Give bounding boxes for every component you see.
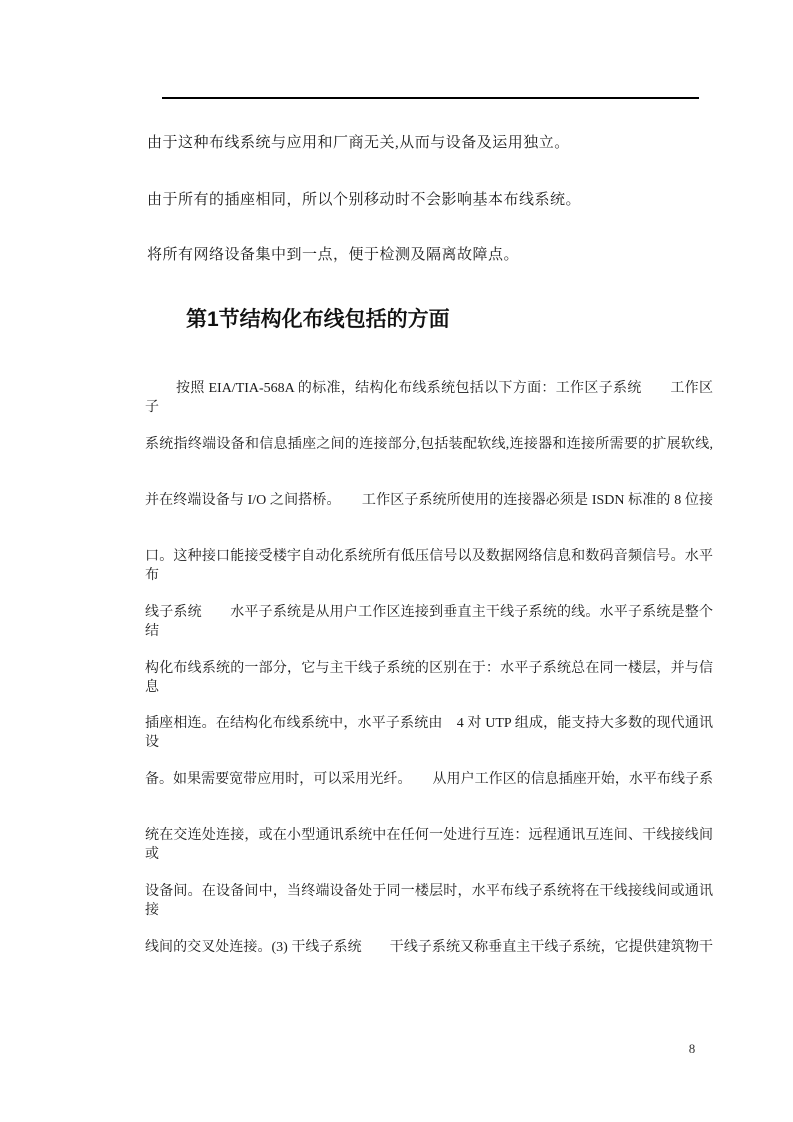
body-line: 插座相连。在结构化布线系统中，水平子系统由 4 对 UTP 组成，能支持大多数的现代通讯设 [145,716,713,750]
intro-paragraph: 由于所有的插座相同，所以个别移动时不会影响基本布线系统。 [147,192,582,208]
body-line: 系统指终端设备和信息插座之间的连接部分,包括装配软线,连接器和连接所需要的扩展软线, [145,437,713,452]
body-line: 备。如果需要宽带应用时，可以采用光纤。 从用户工作区的信息插座开始，水平布线子系 [145,772,713,787]
intro-paragraph: 将所有网络设备集中到一点，便于检测及隔离故障点。 [147,247,520,263]
body-line: 构化布线系统的一部分，它与主干线子系统的区别在于：水平子系统总在同一楼层，并与信息 [145,661,713,695]
body-line: 口。这种接口能接受楼宇自动化系统所有低压信号以及数据网络信息和数码音频信号。水平布 [145,549,713,583]
section-heading: 第1节结构化布线包括的方面 [186,308,450,331]
body-line: 统在交连处连接，或在小型通讯系统中在任何一处进行互连：远程通讯互连间、干线接线间或 [145,828,713,862]
body-line: 线子系统 水平子系统是从用户工作区连接到垂直主干线子系统的线。水平子系统是整个结 [145,605,713,639]
intro-paragraph: 由于这种布线系统与应用和厂商无关,从而与设备及运用独立。 [147,135,570,151]
body-line: 按照 EIA/TIA-568A 的标准，结构化布线系统包括以下方面：工作区子系统 工作区子 [145,381,713,415]
page-number: 8 [688,1041,696,1056]
body-line: 设备间。在设备间中，当终端设备处于同一楼层时，水平布线子系统将在干线接线间或通讯接 [145,884,713,918]
header-rule [162,97,699,99]
body-line: 线间的交叉处连接。(3) 干线子系统 干线子系统又称垂直主干线子系统，它提供建筑物干 [145,940,713,955]
body-line: 并在终端设备与 I/O 之间搭桥。 工作区子系统所使用的连接器必须是 ISDN 标准的 8 位接 [145,493,713,508]
